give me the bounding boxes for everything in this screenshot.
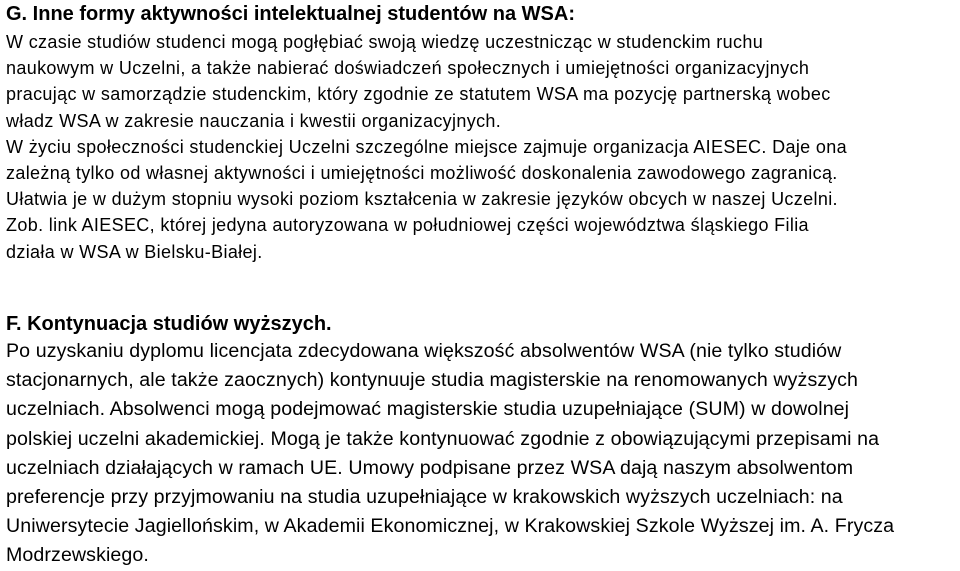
section-f-heading: F. Kontynuacja studiów wyższych. <box>6 313 332 335</box>
text-line: władz WSA w zakresie nauczania i kwestii organizacyjnych. <box>6 110 502 131</box>
text-line: uczelniach. Absolwenci mogą podejmować magisterskie studia uzupełniające (SUM) w dowolnej <box>6 398 850 421</box>
section-g-paragraph <box>6 29 958 265</box>
text-line: Po uzyskaniu dyplomu licencjata zdecydowana większość absolwentów WSA (nie tylko studiów <box>6 340 842 362</box>
text-line: Zob. link AIESEC, której jedyna autoryzowana w południowej części województwa śląskiego Filia <box>6 215 809 236</box>
section-f-paragraph <box>6 337 958 571</box>
section-g <box>6 0 958 265</box>
text-line: uczelniach działających w ramach UE. Umowy podpisane przez WSA dają naszym absolwentom <box>6 456 854 479</box>
text-line: działa w WSA w Bielsku-Białej. <box>6 241 263 262</box>
text-line: naukowym w Uczelni, a także nabierać doświadczeń społecznych i umiejętności organizacyjnych <box>6 58 810 79</box>
text-line: pracując w samorządzie studenckim, który zgodnie ze statutem WSA ma pozycję partnerską wobec <box>6 84 831 105</box>
text-line: zależną tylko od własnej aktywności i umiejętności możliwość doskonalenia zawodowego zagranicą. <box>6 163 838 184</box>
text-line: stacjonarnych, ale także zaocznych) kontynuuje studia magisterskie na renomowanych wyższych <box>6 369 859 392</box>
text-line: polskiej uczelni akademickiej. Mogą je także kontynuować zgodnie z obowiązującymi przepisami na <box>6 427 880 450</box>
text-line: Uniwersytecie Jagiellońskim, w Akademii Ekonomicznej, w Krakowskiej Szkole Wyższej im. A. Frycza <box>6 515 895 538</box>
text-line: preferencje przy przyjmowaniu na studia uzupełniające w krakowskich wyższych uczelniach: na <box>6 486 843 509</box>
section-g-heading: G. Inne formy aktywności intelektualnej studentów na WSA: <box>6 3 575 25</box>
text-line: Modrzewskiego. <box>6 544 149 567</box>
text-line: Ułatwia je w dużym stopniu wysoki poziom kształcenia w zakresie języków obcych w naszej Uczelni. <box>6 189 838 210</box>
section-f <box>6 311 958 571</box>
text-line: W czasie studiów studenci mogą pogłębiać swoją wiedzę uczestnicząc w studenckim ruchu <box>6 32 764 52</box>
text-line: W życiu społeczności studenckiej Uczelni szczególne miejsce zajmuje organizacja AIESEC. Daje ona <box>6 136 847 157</box>
